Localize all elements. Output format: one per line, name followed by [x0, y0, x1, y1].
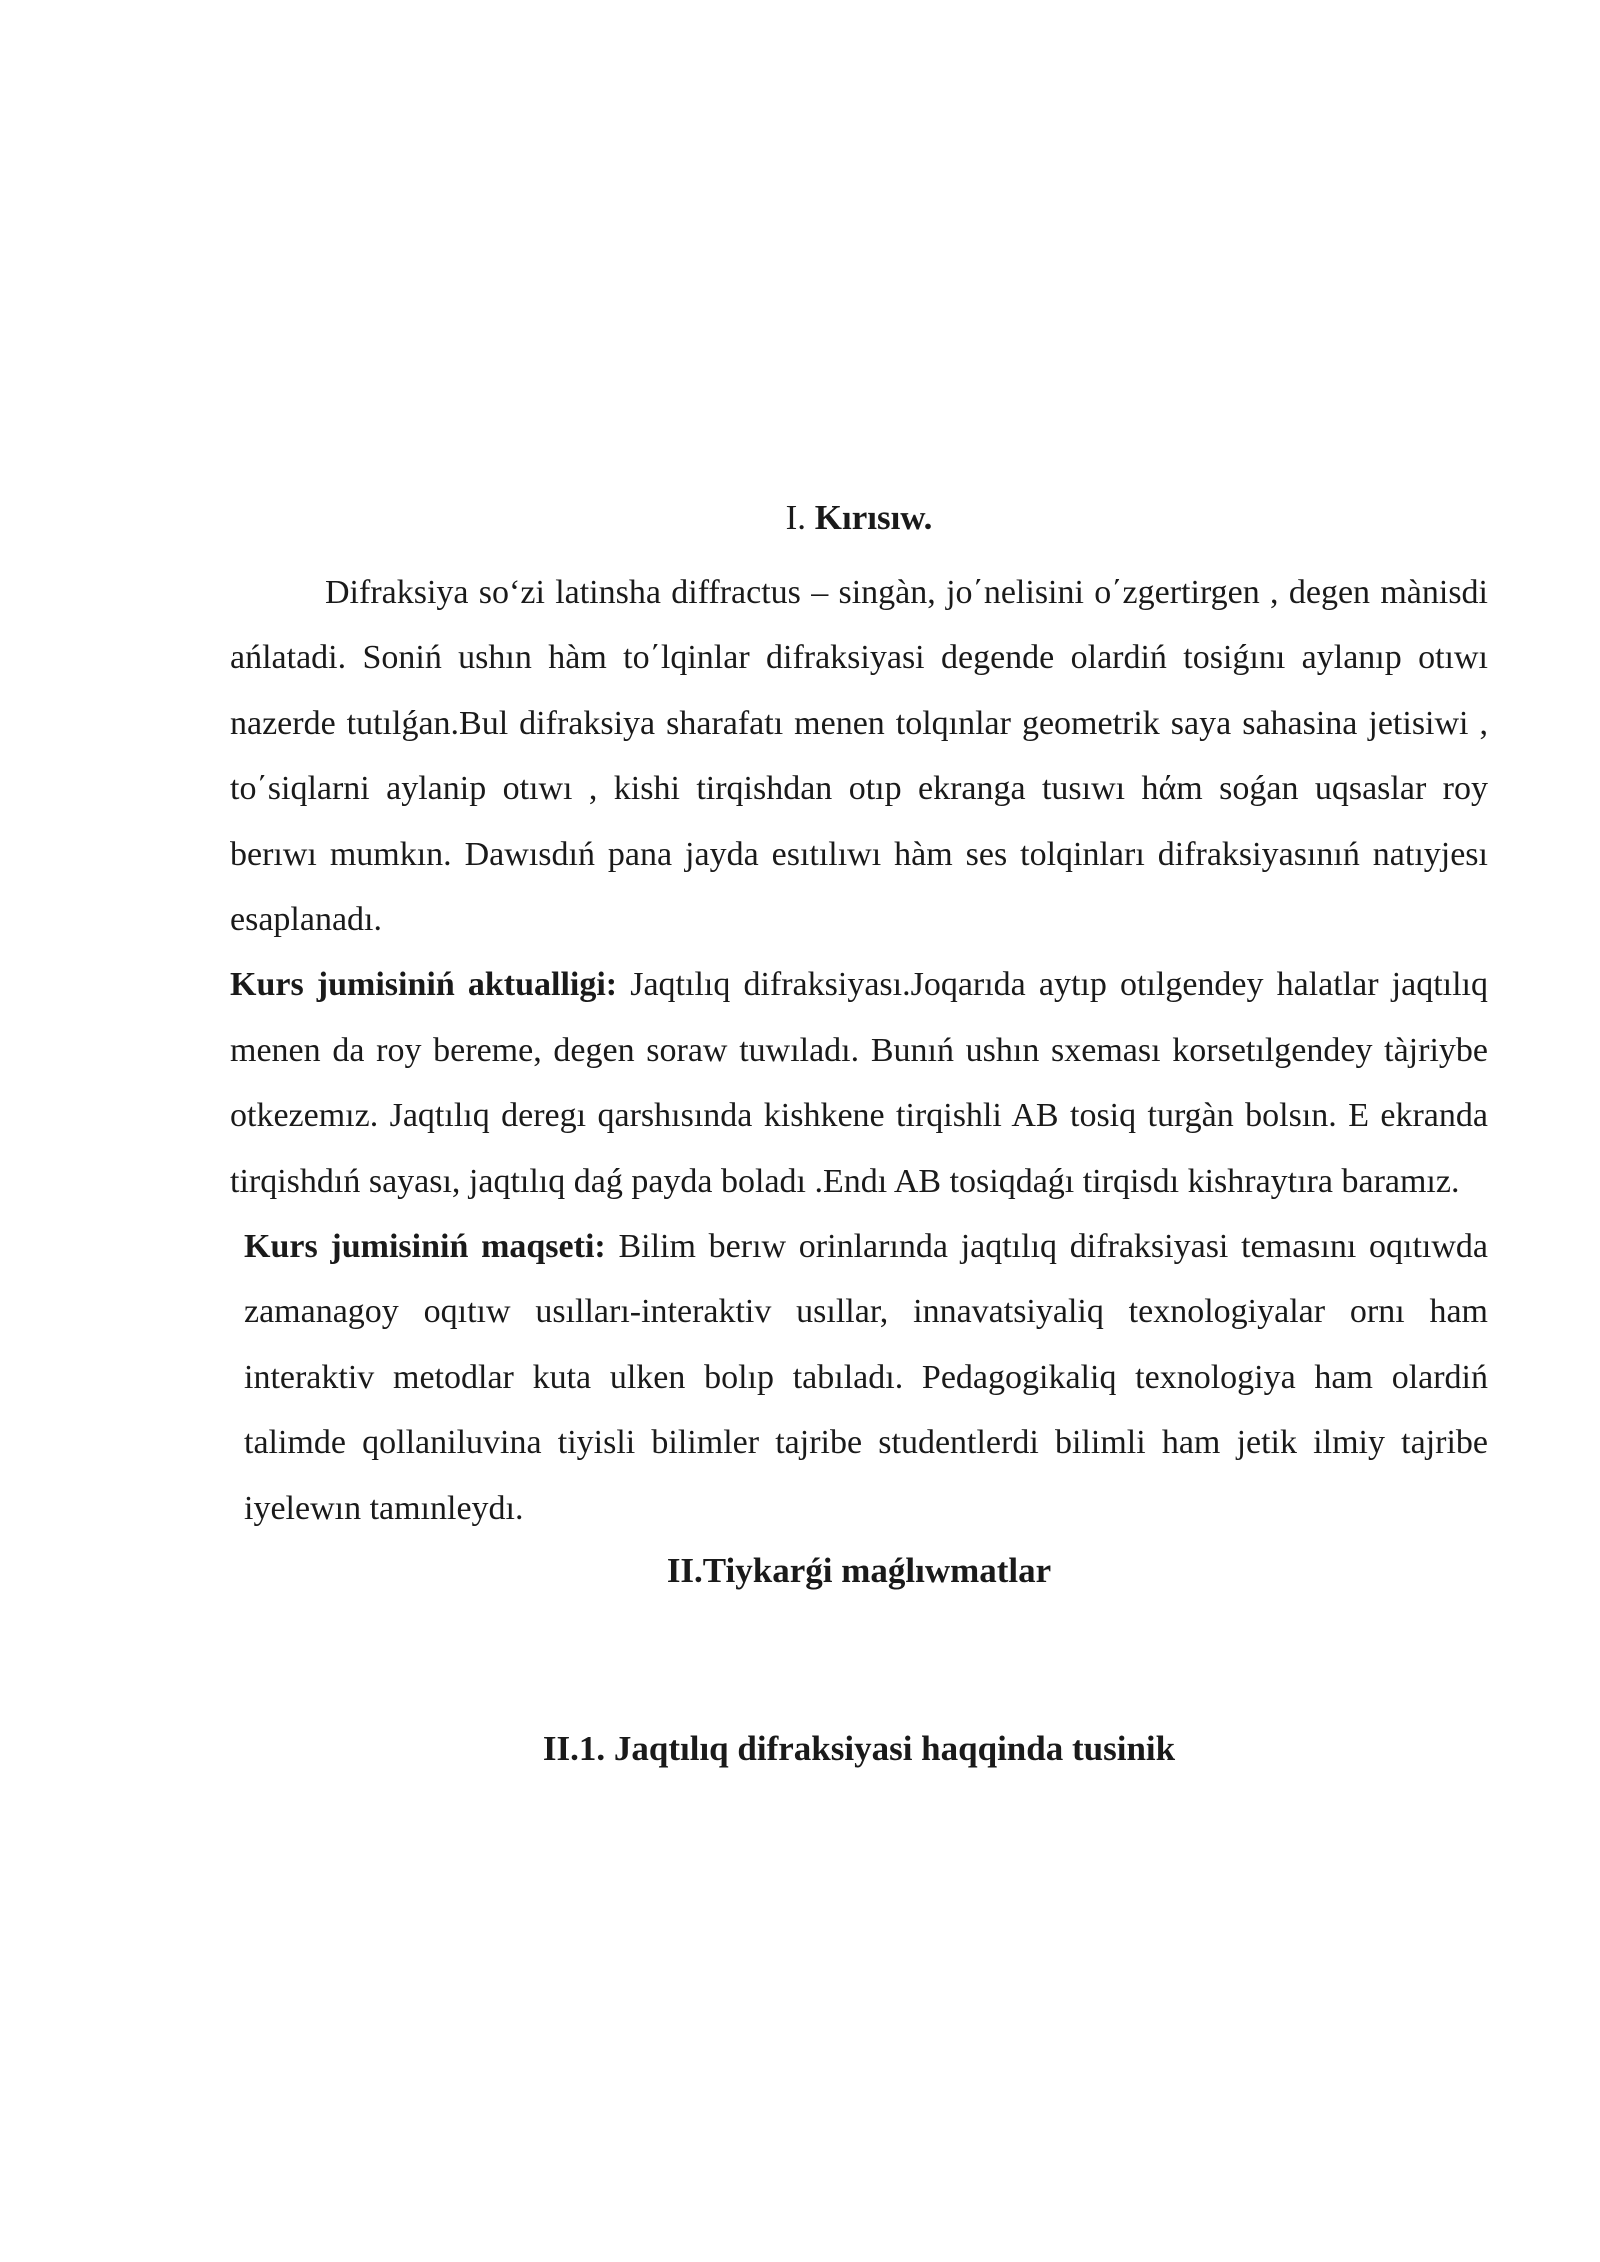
- document-page: [230, 488, 1488, 1779]
- section-heading-introduction: [230, 488, 1488, 548]
- goal-label: Kurs jumisiniń maqseti:: [244, 1228, 606, 1266]
- actuality-label: Kurs jumisiniń aktualligi:: [230, 966, 618, 1004]
- section-title: Kırısıw.: [814, 498, 933, 537]
- actuality-paragraph: [230, 952, 1488, 1214]
- section-number: I.: [785, 498, 806, 537]
- section-heading-main-information: II.Tiykarǵi maǵlıwmatlar: [666, 1551, 1052, 1591]
- actuality-text: Jaqtılıq difraksiyası.Joqarıda aytıp otılgendey halatlar jaqtılıq menen da roy bereme, degen soraw tuwıladı. Bunıń ushın sxeması korsetılgendey tàjriybe otkezemız. Jaqtılıq deregı qarshısında kishkene tirqishli AB tosiq turgàn bolsın. E ekranda tirqishdıń sayası, jaqtılıq daǵ payda boladı .Endı AB tosiqdaǵı tirqisdı kishraytıra baramız.: [230, 966, 1488, 1200]
- goal-text: Bilim berıw orinlarında jaqtılıq difraksiyasi temasını oqıtıwda zamanagoy oqıtıw usılları-interaktiv usıllar, innavatsiyaliq texnologiyalar ornı ham interaktiv metodlar kuta ulken bolıp tabıladı. Pedagogikaliq texnologiya ham olardiń talimde qollaniluvina tiyisli bilimler tajribe studentlerdi bilimli ham jetik ilmiy tajribe iyelewın tamınleydı.: [244, 1228, 1489, 1527]
- intro-paragraph: Difraksiya so‘zi latinsha diffractus – singàn, jo΄nelisini o΄zgertirgen , degen mànisdi ańlatadi. Soniń ushın hàm to΄lqinlar difraksiyasi degende olardiń tosiǵını aylanıp otıwı nazerde tutılǵan.Bul difraksiya sharafatı menen tolqınlar geometrik saya sahasina jetisiwi , to΄siqlarni aylanip otıwı , kishi tirqishdan otıp ekranga tusıwı hάm soǵan uqsaslar roy berıwı mumkın. Dawısdıń pana jayda esıtılıwı hàm ses tolqinları difraksiyasınıń natıyjesı esaplanadı.: [230, 574, 1488, 939]
- goal-paragraph: [230, 1214, 1488, 1541]
- subsection-heading-diffraction-concept: II.1. Jaqtılıq difraksiyasi haqqinda tusinik: [542, 1729, 1176, 1769]
